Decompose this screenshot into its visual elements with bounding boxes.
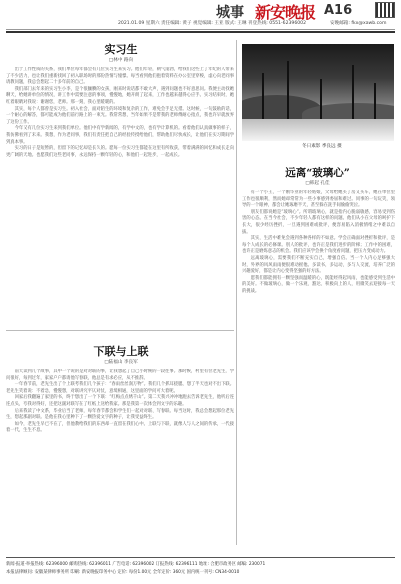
tree-shape — [262, 73, 264, 123]
winter-photo — [242, 44, 394, 141]
essay-title-glass-heart: 远离“玻璃心” — [285, 167, 350, 179]
dateline: 2021.01.09 星期六 责任编辑: 黄子 视觉编辑: 王亚 版式: 王琳 刊登热线: 0551-62396002 — [118, 21, 307, 26]
page-number: A16 — [324, 3, 353, 18]
essay-title-intern: 实习生 — [104, 43, 138, 56]
tree-shape — [352, 65, 354, 123]
section-name: 城事 — [216, 5, 244, 21]
newspaper-logo: 新安晚报 — [255, 3, 316, 22]
paragraph: 实习的日子是短暂的，但留下的记忆却是长久的。愿每一位实习生都能在这里有所收获，带着满满的回忆和成长走向更广阔的天地。也愿我们这些老同事，永远保持一颗年轻的心，和他们一起进步，一起成长。 — [6, 146, 234, 158]
paragraph: 出于工作性质的关系，我们单位每年都会有几位实习生来实习。他们年轻，朝气蓬勃，给我们这些上了年纪的人带来了不少活力，也让我们重新找回了初入职场时的那份热情与憧憬。每当看到他们抱着资料在办公室里穿梭，虚心向老同事请教问题，我总会想起二十多年前的自己。 — [6, 67, 234, 86]
tree-shape — [374, 83, 376, 123]
paragraph: 愿我们都能拥有一颗坚强而温暖的心，既能经得起风雨，也能感受到生活中的美好。不做玻璃心，做一个乐观、豁达、积极向上的人，用微笑去迎接每一天的挑战。 — [242, 275, 395, 294]
paragraph: 回家后我翻遍了家里的书，终于想出了一个下联：“红梅点点绣千山”。第二天我兴冲冲地跑去告诉老先生，他听后连连点头，夸我对得好，还把这副对联写在了红纸上送给我家。那是我第一次体会到文字的乐趣。 — [6, 395, 234, 407]
snow-ground — [242, 119, 394, 141]
paragraph: 今年又有几位实习生来到我们单位。他们中有学新闻的，有学中文的，也有学计算机的。看着他们认真做事的样子，我仿佛看到了未来。我想，作为老同事，我们有责任把自己的经验传授给他们，帮助他们尽快成长，让他们在实习期间学到真本事。 — [6, 126, 234, 145]
paragraph: 我们部门去年来的实习生小李，是个很腼腆的女孩，刚来时说话都不敢大声，遇到问题也不好意思问。我便主动找她聊天，给她讲单位的情况，讲工作中需要注意的事项，慢慢地，她开朗了起来，工作也越来越得心应手。实习结束时，她红着眼睛对我说：谢谢您，老师。那一刻，我心里暖暖的。 — [6, 86, 234, 105]
paragraph: 有一个小王，一个刚毕业的年轻姑娘，父母给她买了房又买车，她在单位里工作也很顺利，然而她却常常为一些小事感到委屈和难过。同事的一句玩笑，领导的一个眼神，都会让她琢磨半天，甚至躲在洗手间偷偷哭泣。 — [242, 190, 395, 209]
header-rule — [6, 29, 395, 30]
essay-title-couplet: 下联与上联 — [93, 345, 149, 358]
essay-body-glass-heart — [242, 190, 395, 552]
column-divider — [236, 40, 237, 545]
masthead — [0, 0, 401, 30]
contact-line: 安晚邮箱: fkx@xawb.com — [330, 21, 387, 26]
section-divider — [6, 330, 234, 331]
essay-body-couplet — [6, 369, 234, 554]
photo-caption: 冬日素影 季良远 摄 — [302, 144, 342, 149]
paragraph: 远离玻璃心，需要我们不断充实自己，增强自信。当一个人内心足够强大时，外界的风风雨雨便很难动摇他。多读书，多运动，多与人交流，培养广泛的兴趣爱好，都是让内心变得坚强的好方法。 — [242, 255, 395, 275]
essay-body-intern — [6, 67, 234, 305]
footer-hotlines: 新闻·报道·举报热线: 62396000 邮购热线: 62396011 广告电话: 62396002 订报热线: 62396111 地址: 合肥市政务区 邮编: 230071 — [6, 562, 266, 567]
tree-shape — [320, 79, 322, 123]
paragraph: 前天读到几个故事，其中一个说的是对对联的事，让我想起了自己小时候的一段往事。那时候，村里有位老先生，学问很好，每到过年，家家户户都请他写春联，他总是有求必应，从不推辞。 — [6, 369, 234, 381]
paragraph: 其实，每个人都曾是实习生。初入社会，面对陌生的环境和复杂的工作，难免会手足无措。这时候，一句鼓励的话，一个耐心的解答，都可能成为他们前行路上的一束光。我常常想，当年如果不是带我的老师傅耐心指点，我也许早就放弃了这份工作。 — [6, 106, 234, 125]
paragraph: 如今，老先生早已不在了，但他教给我们的东西却一直留在我们心中。上联与下联，就像人与人之间的传承，一代接着一代，生生不息。 — [6, 421, 234, 434]
essay-byline-couplet: □陆福山 李良军 — [104, 360, 138, 365]
header-rule-thick — [6, 31, 395, 33]
paragraph: 朋友们都说她是“玻璃心”。所谓玻璃心，就是指内心脆弱敏感，容易受到伤害的心态。在当今社会，不少年轻人都有这样的问题。他们从小在父母的呵护下长大，很少经历挫折，一旦遇到困难或批评，便容易陷入消极情绪之中难以自拔。 — [242, 209, 395, 235]
tree-shape — [287, 61, 289, 123]
footer-publisher-info: 本报法律顾问: 安徽某律师事务所 印刷: 新安晚报印务中心 定价: 每份1.00元 全年定价: 360元 国内统一刊号: CN34-0010 — [6, 570, 240, 575]
paragraph: 其实，生活中难免会遇到各种各样的不如意。学会正确面对挫折和批评，是每个人成长的必修课。别人的批评，也许正是我们进步的阶梯；工作中的困难，也许正是磨炼意志的机会。我们应该学会换个角度看问题，把压力变成动力。 — [242, 236, 395, 255]
qr-code-icon — [375, 2, 395, 18]
essay-byline-glass-heart: □韩起 孔佳 — [305, 181, 330, 186]
paragraph: 一年春节前，老先生出了个上联考我们几个孩子：“春雨丝丝润万物”。我们几个抓耳挠腮，想了半天也对不出下联。老先生笑着说：不着急，慢慢想，对联讲究平仄对仗，意境相通，这里面的学问可大着呢。 — [6, 382, 234, 394]
essay-byline-intern: □林中 路向 — [108, 58, 134, 63]
footer — [6, 557, 395, 580]
paragraph: 后来我读了中文系，毕业后当了老师，每年春节都会和学生们一起对对联、写春联。每当这时，我总会想起那位老先生，想起那副对联。是他在我心里种下了一颗热爱文字的种子，让我受益终生。 — [6, 408, 234, 421]
